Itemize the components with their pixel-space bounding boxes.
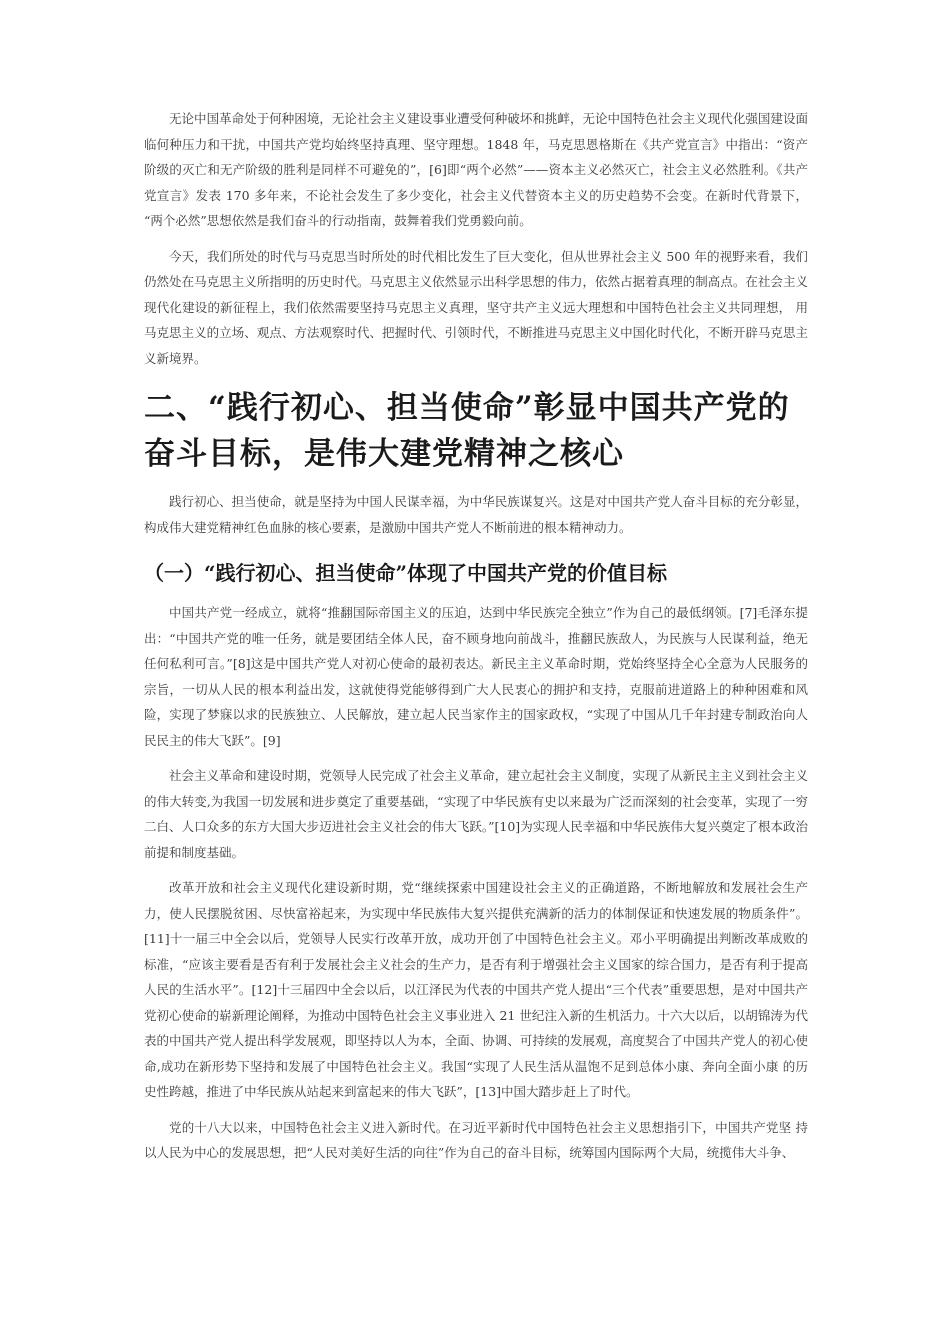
document-body — [144, 106, 808, 1166]
subsection-paragraph-3: 改革开放和社会主义现代化建设新时期，党“继续探索中国建设社会主义的正确道路，不断地解放和发展社会生产力，使人民摆脱贫困、尽快富裕起来，为实现中华民族伟大复兴提供充满新的活力的体制保证和快速发展的物质条件”。[11]十一届三中全会以后，党领导人民实行改革开放，成功开创了中国特色社会主义。邓小平明确提出判断改革成败的 标准，“应该主要看是否有利于发展社会主义社会的生产力，是否有利于增强社会主义国家的综合国力，是否有利于提高人民的生活水平”。[12]十三届四中全会以后，以江泽民为代表的中国共产党人提出“三个代表”重要思想，是对中国共产党初心使命的崭新理论阐释，为推动中国特色社会主义事业进入 21 世纪注入新的生机活力。十六大以后，以胡锦涛为代表的中国共产党人提出科学发展观，即坚持以人为本，全面、协调、可持续的发展观，高度契合了中国共产党人的初心使命,成功在新形势下坚持和发展了中国特色社会主义。我国“实现了人民生活从温饱不足到总体小康、奔向全面小康 的历史性跨越，推进了中华民族从站起来到富起来的伟大飞跃”，[13]中国大踏步赶上了时代。 — [144, 880, 808, 1099]
section-heading: 二、“践行初心、担当使命”彰显中国共产党的奋斗目标，是伟大建党精神之核心 — [144, 390, 790, 472]
subsection-heading: （一）“践行初心、担当使命”体现了中国共产党的价值目标 — [144, 561, 668, 585]
section-paragraph: 践行初心、担当使命，就是坚持为中国人民谋幸福，为中华民族谋复兴。这是对中国共产党人奋斗目标的充分彰显，构成伟大建党精神红色血脉的核心要素，是激励中国共产党人不断前进的根本精神动力。 — [144, 494, 808, 535]
subsection-paragraph-1: 中国共产党一经成立，就将“推翻国际帝国主义的压迫，达到中华民族完全独立”作为自己的最低纲领。[7]毛泽东提出：“中国共产党的唯一任务，就是要团结全体人民，奋不顾身地向前战斗，推翻民族敌人，为民族与人民谋利益，绝无任何私利可言。”[8]这是中国共产党人对初心使命的最初表达。新民主主义革命时期，党始终坚持全心全意为人民服务的宗旨，一切从人民的根本利益出发，这就使得党能够得到广大人民衷心的拥护和支持，克服前进道路上的种种困难和风险，实现了梦寐以求的民族独立、人民解放，建立起人民当家作主的国家政权，“实现了中国从几千年封建专制政治向人民民主的伟大飞跃”。[9] — [144, 605, 808, 748]
subsection-paragraph-4: 党的十八大以来，中国特色社会主义进入新时代。在习近平新时代中国特色社会主义思想指引下，中国共产党坚 持以人民为中心的发展思想，把“人民对美好生活的向往”作为自己的奋斗目标，统筹国内国际两个大局，统揽伟大斗争、 — [144, 1119, 808, 1160]
intro-paragraph-2: 今天，我们所处的时代与马克思当时所处的时代相比发生了巨大变化，但从世界社会主义 500 年的视野来看，我们仍然处在马克思主义所指明的历史时代。马克思主义依然显示出科学思想的伟力，依然占据着真理的制高点。在社会主义现代化建设的新征程上，我们依然需要坚持马克思主义真理，坚守共产主义远大理想和中国特色社会主义共同理想， 用马克思主义的立场、观点、方法观察时代、把握时代、引领时代，不断推进马克思主义中国化时代化，不断开辟马克思主义新境界。 — [144, 248, 808, 366]
subsection-paragraph-2: 社会主义革命和建设时期，党领导人民完成了社会主义革命，建立起社会主义制度，实现了从新民主主义到社会主义的伟大转变,为我国一切发展和进步奠定了重要基础，“实现了中华民族有史以来最为广泛而深刻的社会变革，实现了一穷二白、人口众多的东方大国大步迈进社会主义社会的伟大飞跃。”[10]为实现人民幸福和中华民族伟大复兴奠定了根本政治前提和制度基础。 — [144, 768, 808, 860]
intro-paragraph-1: 无论中国革命处于何种困境，无论社会主义建设事业遭受何种破坏和挑衅，无论中国特色社会主义现代化强国建设面临何种压力和干扰，中国共产党均始终坚持真理、坚守理想。1848 年，马克思恩格斯在《共产党宣言》中指出：“资产阶级的灭亡和无产阶级的胜利是同样不可避免的”，[6]即“两个必然”——资本主义必然灭亡，社会主义必然胜利。《共产党宣言》发表 170 多年来，不论社会发生了多少变化，社会主义代替资本主义的历史趋势不会变。在新时代背景下， “两个必然”思想依然是我们奋斗的行动指南，鼓舞着我们党勇毅向前。 — [144, 111, 808, 228]
